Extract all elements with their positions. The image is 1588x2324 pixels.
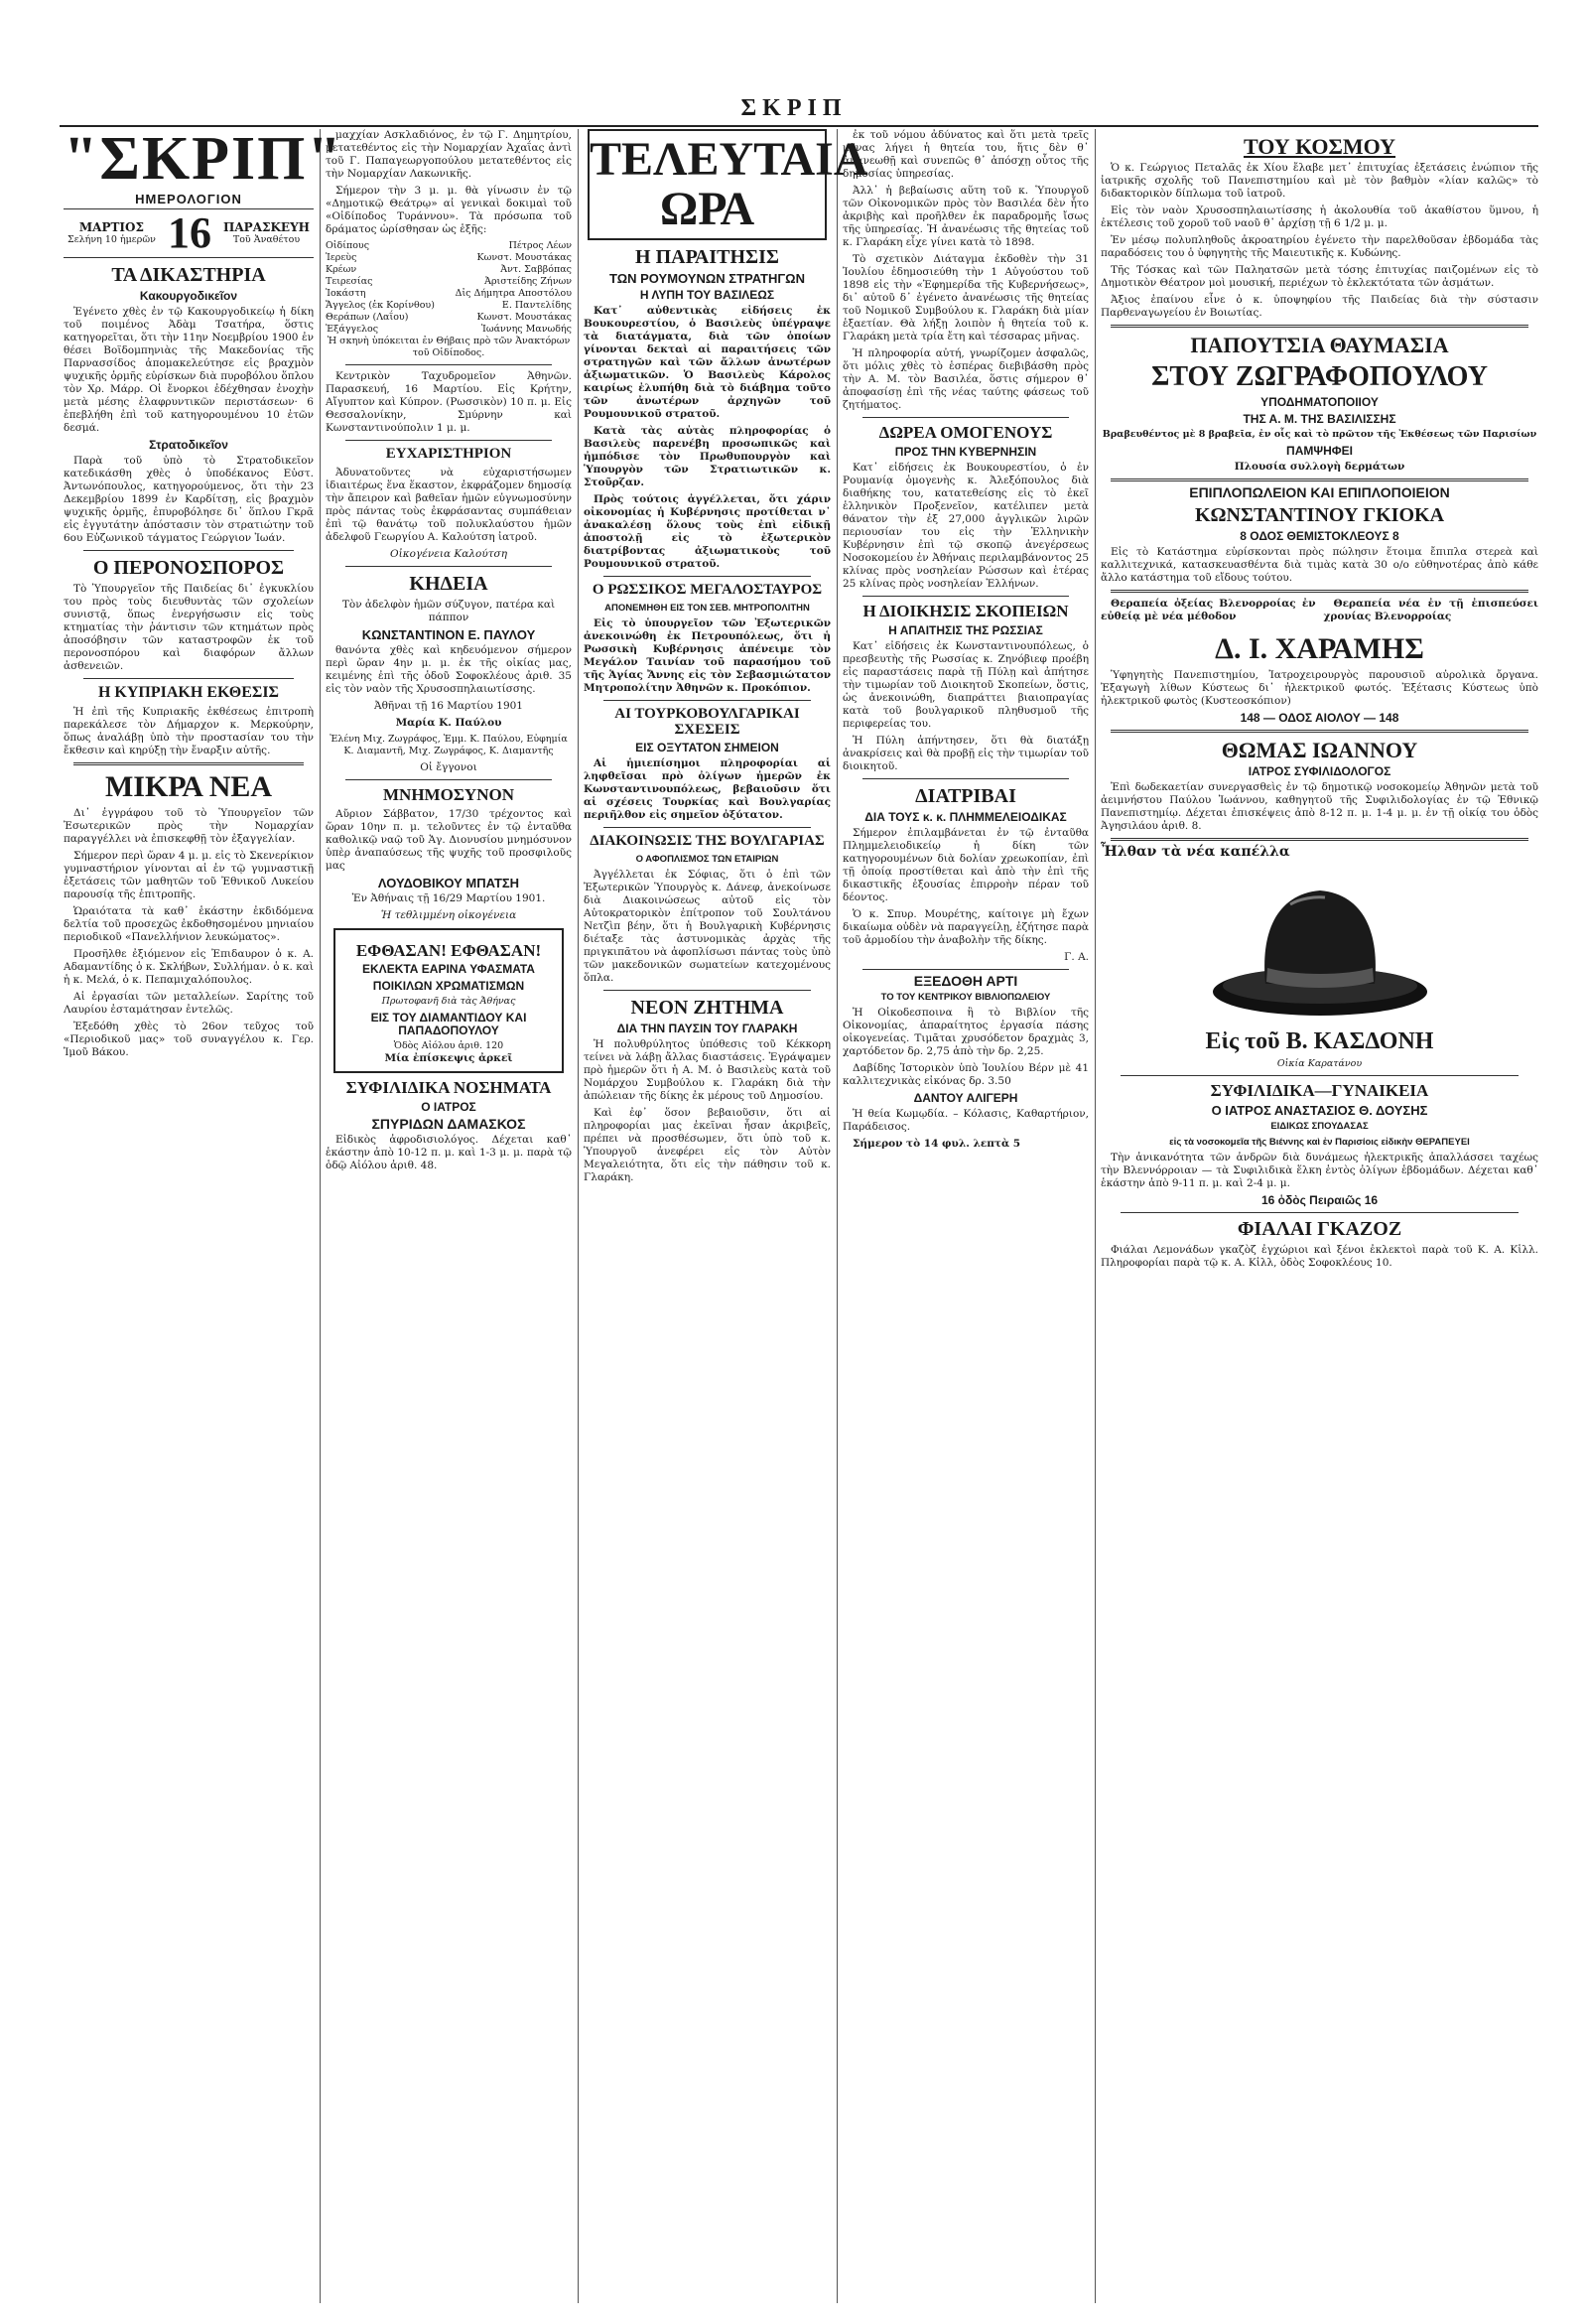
- date-line: [64, 208, 314, 258]
- criminal-court-text: Ἐγένετο χθὲς ἐν τῷ Κακουργοδικείῳ ἡ δίκη τοῦ ποιμένος Ἀδὰμ Τσατήρα, ὅστις κατηγορεῖται, ὅτι τὴν 11ην Νοεμβρίου 1900 ἐν θέσει Βοϊδομπηνιὰς τῆς Μακεδονίας τῆς Παρνασσίδος ἀπομακελεύτησε εἰς βραχμὸν ψυχικῆς ὁρμῆς εὑρίσκων διὰ πυροβόλου ὅπλου τὸν Χρ. Μάρρ. Οἱ ἔνορκοι ἐδέχθησαν ἐνοχὴν μετὰ μέσης ἐλαφρυντικῶν περιστάσεων· 6 ἐπεβλήθη ἐπὶ τοῦ κατηγορουμένου 10 ἐτῶν δεσμά.: [64, 306, 314, 434]
- intro-text: μαχχίαν Ασκλαδιόνος, ἐν τῷ Γ. Δημητρίου, μετατεθέντος εἰς τὴν Νομαρχίαν Ἀχαΐας ἀντὶ τοῦ Γ. Παπαγεωργοπούλου μετατεθέντος εἰς τὴν Νομαρχίαν Λακωνικῆς.: [326, 129, 572, 180]
- world-text: Ἀξιος ἐπαίνου εἶνε ὁ κ. ὑποψηφίου τῆς Παιδείας διὰ τὴν σύστασιν Παρθεναγωγείου ἐν Βοιωτίας.: [1101, 294, 1538, 320]
- world-text: Τῆς Τόσκας καὶ τῶν Παληατσῶν μετὰ τόσης ἐπιτυχίας παιζομένων εἰς τὸ Δημοτικὸν Θέατρον μοὶ μουσική, περιέχων τὸ ἐκλεκτότατα τῶν ἀσμάτων.: [1101, 264, 1538, 290]
- world-text: Ἐν μέσῳ πολυπληθοῦς ἀκροατηρίου ἐγένετο τὴν παρελθοῦσαν ἑβδομάδα τὰς παραδόσεις του ὁ ὑφηγητὴς τῆς Μαιευτικῆς κ. Κυδώνης.: [1101, 234, 1538, 260]
- divider: [1121, 1075, 1519, 1076]
- new-issue-heading: ΝΕΟΝ ΖΗΤΗΜΑ: [630, 997, 784, 1019]
- funeral-children: Ἐλένη Μιχ. Ζωγράφος, Ἐμμ. Κ. Παύλου, Εὐφημία Κ. Διαμαντῆ, Μιχ. Ζωγράφος, Κ. Διαμαντῆς: [330, 733, 568, 756]
- column-2: [326, 129, 572, 2303]
- small-news-heading: ΜΙΚΡΑ ΝΕΑ: [104, 769, 273, 803]
- cast-row: Ἱερεὺς Κωνστ. Μουστάκας: [326, 252, 572, 263]
- paper-title: "ΣΚΡΙΠ": [64, 125, 343, 193]
- syph-ad-address: 16 ὁδὸς Πειραιῶς 16: [1260, 1192, 1379, 1207]
- memorial-heading: ΜΝΗΜΟΣΥΝΟΝ: [383, 784, 514, 804]
- divider: [83, 678, 294, 679]
- top-masthead: ΣΚΡΙΠ: [740, 95, 848, 121]
- shoes-ad-line: ΤΗΣ Α. Μ. ΤΗΣ ΒΑΣΙΛΙΣΣΗΣ: [1243, 411, 1396, 426]
- syphilis-doctor-name: ΣΠΥΡΙΔΩΝ ΔΑΜΑΣΚΟΣ: [371, 1116, 526, 1133]
- furniture-ad-address: 8 ΟΔΟΣ ΘΕΜΙΣΤΟΚΛΕΟΥΣ 8: [1240, 528, 1399, 543]
- cast-row: Οἰδίπους Πέτρος Λέων: [326, 240, 572, 251]
- thanks-signature: Οἰκογένεια Καλούτση: [390, 547, 507, 560]
- funeral-grandchildren: Οἱ ἔγγονοι: [420, 760, 477, 773]
- column-separator: [1095, 129, 1096, 2303]
- new-issue-text: Ἡ πολυθρύλητος ὑπόθεσις τοῦ Κέκκορη τείνει νὰ λάβῃ ἄλλας διαστάσεις. Ἐγράψαμεν πρὸ ἡμερῶν ὅτι ἡ Α. Μ. ὁ Βασιλεὺς κατὰ τοῦ Νομάρχου Συμβούλου κ. Γλαράκη διὰ τὴν ἀπώλειαν τῆς δίκης ἐκ μέρους τοῦ Δημοσίου.: [584, 1038, 831, 1102]
- published-author: ΔΑΝΤΟΥ ΑΛΙΓΕΡΗ: [913, 1090, 1018, 1105]
- divider: [603, 576, 811, 577]
- military-court-subheading: Στρατοδικεῖον: [149, 438, 228, 452]
- calendar-label: ΗΜΕΡΟΛΟΓΙΟΝ: [135, 192, 242, 206]
- column-separator: [320, 129, 321, 2303]
- admin-subheading: Η ΑΠΑΙΤΗΣΙΣ ΤΗΣ ΡΩΣΣΙΑΣ: [888, 622, 1043, 637]
- patron-text: Εἰς τὸ ὑπουργεῖον τῶν Ἐξωτερικῶν ἀνεκοινώθη ἐκ Πετρουπόλεως, ὅτι ἡ Ρωσσικὴ Κυβέρνησις ἀπένειμε τὸν Μεγάλον Ταινίαν τοῦ παρασήμου τοῦ τῆς Ἁγίας Ἄννης εἰς τὸν Σεβασμιώτατον Μητροπολίτην Ἀθηνῶν κ. Προκόπιον.: [584, 616, 831, 694]
- new-issue-text: Καὶ ἐφ᾽ ὅσον βεβαιοῦσιν, ὅτι αἱ πληροφορίαι μας ἐκεῖναι ἦσαν ἀκριβεῖς, πρέπει νὰ προσθέσωμεν, ὅτι ὑπὸ τοῦ κ. Ὑπουργοῦ ἀνεφέρει εἰς τὸν Αὐτὸν Μεγαλειότητα, ὅτι εἰς τὴν πάθησιν τοῦ κ. Γλαράκη.: [584, 1107, 831, 1183]
- cast-row: Τειρεσίας Ἀριστείδης Ζήνων: [326, 276, 572, 287]
- syphilis-doctor-label: Ο ΙΑΤΡΟΣ: [421, 1100, 476, 1115]
- divider: [1111, 478, 1528, 481]
- last-hour-heading: ΤΕΛΕΥΤΑΙΑ ΩΡΑ: [588, 129, 827, 240]
- memorial-date: Ἐν Ἀθήναις τῇ 16/29 Μαρτίου 1901.: [351, 891, 546, 904]
- syph-ad-title: ΣΥΦΙΛΙΔΙΚΑ—ΓΥΝΑΙΚΕΙΑ: [1210, 1080, 1429, 1100]
- column-separator: [578, 129, 579, 2303]
- divider: [862, 969, 1069, 970]
- gift-heading: ΔΩΡΕΑ ΟΜΟΓΕΝΟΥΣ: [878, 423, 1053, 442]
- resign-heading: Η ΠΑΡΑΙΤΗΣΙΣ: [635, 246, 779, 268]
- scene-text: Ἡ σκηνὴ ὑπόκειται ἐν Θήβαις πρὸ τῶν Ἀνακτόρων τοῦ Οἰδίποδος.: [327, 336, 571, 358]
- doctor-ioannou-name: ΘΩΜΑΣ ΙΩΑΝΝΟΥ: [1221, 737, 1418, 762]
- bottles-ad-text: Φιάλαι Λεμονάδων γκαζὸζ ἐγχώριοι καὶ ξένοι ἐκλεκτοὶ παρὰ τοῦ Κ. Α. Κἱλλ. Πληροφορίαι παρὰ τῷ κ. Α. Κἱλλ, ὁδὸς Σοφοκλέους 10.: [1101, 1243, 1538, 1269]
- turk-text: Αἱ ἡμιεπίσημοι πληροφορίαι αἱ ληφθεῖσαι πρὸ ὀλίγων ἡμερῶν ἐκ Κωνσταντινουπόλεως, βεβαιοῦσιν ὅτι αἱ σχέσεις Τουρκίας καὶ Βουλγαρίας περιῆλθον εἰς σημεῖον ὀξύτατον.: [584, 757, 831, 822]
- shoes-ad-line: ΥΠΟΔΗΜΑΤΟΠΟΙΙΟΥ: [1260, 394, 1379, 409]
- divider: [1111, 838, 1528, 841]
- telegraph-text: Κεντρικὸν Ταχυδρομεῖον Ἀθηνῶν. Παρασκευή, 16 Μαρτίου. Εἰς Κρήτην, Αἴγυπτον καὶ Κύπρον. (Ρωσσικὸν) 10 π. μ. Εἰς Θεσσαλονίκην, Σμύρνην καὶ Κωνσταντινούπολιν 1 μ. μ.: [326, 370, 572, 434]
- funeral-heading: ΚΗΔΕΙΑ: [409, 572, 488, 595]
- cyprus-text: Ἡ ἐπὶ τῆς Κυπριακῆς ἐκθέσεως ἐπιτροπὴ παρεκάλεσε τὸν Δήμαρχον κ. Μερκούρην, ὅπως ἀναλάβῃ ὑπὸ τὴν προστασίαν του τὴν ἔκθεσιν καὶ κηρύξῃ τὴν ἔναρξιν αὐτῆς.: [64, 705, 314, 756]
- resign-subheading-2: Η ΛΥΠΗ ΤΟΥ ΒΑΣΙΛΕΩΣ: [639, 288, 775, 302]
- funeral-wife: Μαρία Κ. Παύλου: [395, 716, 502, 729]
- published-subheading: ΤΟ ΤΟΥ ΚΕΝΤΡΙΚΟΥ ΒΙΒΛΙΟΠΩΛΕΙΟΥ: [880, 991, 1051, 1003]
- syph-ad-line: εἰς τὰ νοσοκομεῖα τῆς Βιέννης καὶ ἐν Παρισίοις εἰδικὴν ΘΕΡΑΠΕΥΕΙ: [1169, 1136, 1470, 1148]
- published-text: Ἡ Οἰκοδεσποινα ἢ τὸ Βιβλίον τῆς Οἰκονομίας, ἀπαραίτητος ἐργασία πάσης οἰκογενείας. Τιμᾶται χρυσόδετον δραχμὰς 3, χαρτόδετον δρ. 2,75 ἀπὸ τὴν δρ. 2,25.: [843, 1006, 1089, 1057]
- news-item: Δι᾽ ἐγγράφου τοῦ τὸ Ὑπουργεῖον τῶν Ἐσωτερικῶν πρὸς τὴν Νομαρχίαν παραγγέλλει νὰ ἐπισκεφθῇ τὸν ἐξαγγελίαν.: [64, 806, 314, 845]
- peronospora-heading: Ο ΠΕΡΟΝΟΣΠΟΡΟΣ: [92, 557, 285, 579]
- divider: [603, 827, 811, 828]
- syphilis-text: Εἰδικὸς ἀφροδισιολόγος. Δέχεται καθ᾽ ἑκάστην ἀπὸ 10-12 π. μ. καὶ 1-3 μ. μ. παρὰ τῷ ὁδῷ Αἰόλου ἀριθ. 48.: [326, 1134, 572, 1172]
- shoes-advertisement: [1101, 334, 1538, 473]
- fabric-ad-shop: ΕΙΣ ΤΟΥ ΔΙΑΜΑΝΤΙΔΟΥ ΚΑΙ ΠΑΠΑΔΟΠΟΥΛΟΥ: [370, 1011, 527, 1038]
- news-item: Ὡραιότατα τὰ καθ᾽ ἑκάστην ἐκδιδόμενα δελτία τοῦ προσεχῶς ἐκδοθησομένου μηνιαίου περιοδικοῦ «Πανελλήνιον λευκώματος».: [64, 904, 314, 943]
- news-item: Αἱ ἐργασίαι τῶν μεταλλείων. Σαρίτης τοῦ Λαυρίου ἐσταμάτησαν ἐντελῶς.: [64, 990, 314, 1016]
- bulgaria-text: Ἀγγέλλεται ἐκ Σόφιας, ὅτι ὁ ἐπὶ τῶν Ἐξωτερικῶν Ὑπουργὸς κ. Δάνεφ, ἀνεκοίνωσε διὰ Διακοινώσεως αὐτοῦ εἰς τὸν Αὐτοκρατορικὸν ἐπίτροπον τοῦ Σουλτάνου Νετζὶπ βέην, ὅτι ἡ Βουλγαρικὴ Κυβέρνησις διέταξε τὰς ἀστυνομικὰς ἀρχὰς τῆς πριγκιπᾶτου νὰ ἀφοπλίσωσι πάντας τοὺς ὑπὸ τῶν μακεδονικῶν σωματείων κατεχομένους ὅπλα.: [584, 869, 831, 984]
- diatribai-signature: Γ. Α.: [1064, 950, 1089, 963]
- turk-heading: ΑΙ ΤΟΥΡΚΟΒΟΥΛΓΑΡΙΚΑΙ ΣΧΕΣΕΙΣ: [614, 705, 800, 738]
- admin-heading: Η ΔΙΟΙΚΗΣΙΣ ΣΚΟΠΕΙΩΝ: [862, 601, 1069, 620]
- world-text: Εἰς τὸν ναὸν Χρυσοσπηλαιωτίσσης ἡ ἀκολουθία τοῦ ἀκαθίστου ὕμνου, ἡ ἐκτέλεσις τοῦ χοροῦ τοῦ ναοῦ θ᾽ ἀρχίσῃ τῇ 6 1/2 μ. μ.: [1101, 205, 1538, 230]
- hat-ad-headline: Ἦλθαν τὰ νέα καπέλλα: [1101, 843, 1290, 860]
- shoes-ad-awards: Βραβευθέντος μὲ 8 βραβεῖα, ἐν οἷς καὶ τὸ πρῶτον τῆς Ἐκθέσεως τῶν Παρισίων: [1102, 428, 1537, 440]
- divider: [862, 778, 1069, 779]
- shoes-ad-shop: ΣΤΟΥ ΖΩΓΡΑΦΟΠΟΥΛΟΥ: [1151, 361, 1488, 393]
- bottles-ad-title: ΦΙΑΛΑΙ ΓΚΑΖΟΖ: [1237, 1217, 1402, 1240]
- divider: [862, 596, 1069, 597]
- cast-row: Ἄγγελος (ἐκ Κορίνθου) Ε. Παντελίδης: [326, 300, 572, 311]
- saint-line: Τοῦ Ἀναθέτου: [232, 233, 301, 245]
- funeral-text: θανόντα χθὲς καὶ κηδευόμενον σήμερον περὶ ὥραν 4ην μ. μ. ἐκ τῆς οἰκίας μας, κειμένης ἐπὶ τῆς ὁδοῦ Σοφοκλέους ἀριθ. 35 εἰς τὸν ναὸν τῆς Χρυσοσπηλαιωτίσσης.: [326, 643, 572, 695]
- continued-text: Ἡ πληροφορία αὐτή, γνωρίζομεν ἀσφαλῶς, ὅτι μόλις χθὲς τὸ ἑσπέρας διεβιβάσθη πρὸς τὴν Α. Μ. τὸν Βασιλέα, ὅστις σήμερον θ᾽ ἀποφασίσῃ ἐπὶ τῆς νέας ταύτης φάσεως τοῦ ζητήματος.: [843, 347, 1089, 411]
- diatribai-heading: ΔΙΑΤΡΙΒΑΙ: [915, 784, 1016, 807]
- fabric-ad-line: ΠΟΙΚΙΛΩΝ ΧΡΩΜΑΤΙΣΜΩΝ: [372, 979, 525, 994]
- diatribai-subheading: ΔΙΑ ΤΟΥΣ κ. κ. ΠΛΗΜΜΕΛΕΙΟΔΙΚΑΣ: [864, 809, 1067, 824]
- admin-text: Κατ᾽ εἰδήσεις ἐκ Κωνσταντινουπόλεως, ὁ πρεσβευτὴς τῆς Ρωσσίας κ. Ζηνόβιεφ προέβη εἰς παραστάσεις παρὰ τῇ Πύλῃ καὶ ἀπήτησε τὴν τιμωρίαν τοῦ Διοικητοῦ Σκοπείων, ὅστις, ὡς ἀνεκοινώθη, διαπράττει βιαιοπραγίας κατὰ τοῦ βουλγαρικοῦ πληθυσμοῦ τῆς περιφερείας του.: [843, 639, 1089, 730]
- divider: [345, 440, 552, 441]
- cast-row: Θεράπων (Λαΐου) Κωνστ. Μουστάκας: [326, 312, 572, 323]
- cast-row: Ἐξάγγελος Ἰωάννης Μανωδής: [326, 324, 572, 335]
- syph-ad-doctor: Ο ΙΑΤΡΟΣ ΑΝΑΣΤΑΣΙΟΣ Θ. ΔΟΥΣΗΣ: [1211, 1102, 1428, 1118]
- diatribai-text: Ὁ κ. Σπυρ. Μουρέτης, καίτοιγε μὴ ἔχων δικαίωμα οὐδὲν νὰ παραγγείλῃ, ἐζήτησε παρὰ τοῦ ἁρμοδίου τὴν ἀναβολὴν τῆς δίκης.: [843, 907, 1089, 946]
- news-item: Προσῆλθε ἐξιόμενον εἰς Ἐπιδαυρον ὁ κ. Α. Αδαμαντίδης ὁ κ. Σκλήβων, Συλλήμαν. ὁ κ. καὶ ἡ κ. Μελά, ὁ κ. Πεπαμιχαλόπουλος.: [64, 947, 314, 986]
- divider: [1111, 590, 1528, 593]
- published-text: Δαβίδης Ἱστορικὸν ὑπὸ Ἰουλίου Βέρν μὲ 41 καλλιτεχνικὰς εἰκόνας δρ. 3.50: [843, 1061, 1089, 1087]
- military-court-text: Παρὰ τοῦ ὑπὸ τὸ Στρατοδικεῖον κατεδικάσθη χθὲς ὁ ὑποδέκανος Εὐστ. Ἀντωνόπουλος, κατηγορούμενος, ὅτι τὴν 23 Δεκεμβρίου 1899 ἐν Καρδίτσῃ, εἰς βραχμὸν ψυχικῆς ὁρμῆς, ἐπυροβόλησε δι᾽ ὅπλου Γκρᾶ εἰς ἐγγυτάτην ἀπόστασιν τὸν στρατιώτην τοῦ 6ου Εὐζωνικοῦ τάγματος Γεώργιον Ἰωάν.: [64, 455, 314, 544]
- cast-list: [326, 240, 572, 336]
- funeral-date: Ἀθῆναι τῇ 16 Μαρτίου 1901: [374, 699, 523, 712]
- eye-ad-text: Θεραπεία ὀξείας Βλενορροίας ἐν εὐθείᾳ μὲ νέα μέθοδον: [1101, 597, 1316, 622]
- patron-subheading: ΑΠΟΝΕΜΗΘΗ ΕΙΣ ΤΟΝ ΣΕΒ. ΜΗΤΡΟΠΟΛΙΤΗΝ: [604, 602, 810, 614]
- furniture-text: Εἰς τὸ Κατάστημα εὑρίσκονται πρὸς πώλησιν ἕτοιμα ἔπιπλα στερεὰ καὶ καλλιτεχνικά, κατασκευασθέντα διὰ τιμὰς κατὰ 30 ο/ο εὐθηνοτέρας ἀπὸ κάθε ἄλλο κατάστημα τοῦ εἴδους τούτου.: [1101, 545, 1538, 584]
- funeral-name: ΚΩΝΣΤΑΝΤΙΝΟΝ Ε. ΠΑΥΛΟΥ: [361, 626, 536, 642]
- memorial-signature: Ἡ τεθλιμμένη οἰκογένεια: [380, 908, 517, 921]
- hat-ad-shop: Εἰς τοῦ Β. ΚΑΣΔΟΝΗ: [1205, 1027, 1434, 1054]
- divider: [83, 550, 294, 551]
- syph-ad-text: Τὴν ἀνικανότητα τῶν ἀνδρῶν διὰ δυνάμεως ἠλεκτρικῆς ἀπαλλάσσει ταχέως τὴν Βλεννόρροιαν — τὰ Συφιλιδικὰ ἕλκη ἐντὸς ὀλίγων ἑβδομάδων. Δέχεται καθ᾽ ἑκάστην ἀπὸ 9-11 π. μ. καὶ 2-4 μ. μ.: [1101, 1151, 1538, 1189]
- syph-ad-line: ΕΙΔΙΚΩΣ ΣΠΟΥΔΑΣΑΣ: [1270, 1120, 1369, 1132]
- diatribai-text: Σήμερον ἐπιλαμβάνεται ἐν τῷ ἐνταῦθα Πλημμελειοδικείῳ ἡ δίκη τῶν κατηγορουμένων διὰ δολίαν χρεωκοπίαν, ἐπὶ τῇ ὁποίᾳ προστίθεται καὶ ἀπὸ τὴν ἐπὶ τῆς δικαστικῆς ἐξουσίας ἐπιρροὴν πέραν τοῦ δέοντος.: [843, 826, 1089, 903]
- fabric-ad-line: ΕΚΛΕΚΤΑ ΕΑΡΙΝΑ ΥΦΑΣΜΑΤΑ: [362, 962, 535, 977]
- furniture-ad-title: ΕΠΙΠΛΟΠΩΛΕΙΟΝ ΚΑΙ ΕΠΙΠΛΟΠΟΙΕΙΟΝ: [1189, 483, 1450, 500]
- shoes-ad-title: ΠΑΠΟΥΤΣΙΑ ΘΑΥΜΑΣΙΑ: [1190, 333, 1449, 358]
- column-5: [1101, 129, 1538, 2303]
- turk-subheading: ΕΙΣ ΟΞΥΤΑΤΟΝ ΣΗΜΕΙΟΝ: [635, 741, 779, 755]
- fabric-ad-address: Ὁδὸς Αἰόλου ἀριθ. 120: [393, 1040, 504, 1052]
- weekday-label: ΠΑΡΑΣΚΕΥΗ: [223, 219, 310, 234]
- divider: [1111, 325, 1528, 328]
- doctor-ioannou-text: Ἐπὶ δωδεκαετίαν συνεργασθεὶς ἐν τῷ δημοτικῷ νοσοκομείῳ Ἀθηνῶν μετὰ τοῦ ἀειμνήστου Παύλου Ἰωάννου, καθηγητοῦ τῆς Συφιλιδολογίας ἐν τῷ Ἐθνικῷ Πανεπιστημίῳ. Δέχεται ἐπισκέψεις ἀπὸ 8-12 π. μ. 1-4 μ. μ. ἐν τῇ οἰκίᾳ του ὁδὸς Ἀγησιλάου ἀριθ. 8.: [1101, 780, 1538, 832]
- doctor-ioannou-title: ΙΑΤΡΟΣ ΣΥΦΙΛΙΔΟΛΟΓΟΣ: [1248, 763, 1391, 778]
- gift-subheading: ΠΡΟΣ ΤΗΝ ΚΥΒΕΡΝΗΣΙΝ: [894, 444, 1037, 459]
- divider: [345, 566, 552, 567]
- courts-heading: ΤΑ ΔΙΚΑΣΤΗΡΙΑ: [111, 264, 266, 286]
- thanks-text: Ἀδυνατοῦντες νὰ εὐχαριστήσωμεν ἰδιαιτέρως ἕνα ἕκαστον, ἐκφράζομεν δημοσίᾳ τὴν ἄπειρον καὶ βαθεῖαν ἡμῶν εὐγνωμοσύνην πρὸς πάντας τοὺς ἐκφράσαντας συμπάθειαν ἐπὶ τῷ θανάτῳ τοῦ πολυκλαύστου ἡμῶν ἀδελφοῦ Γεωργίου Α. Καλούτση ἰατροῦ.: [326, 466, 572, 543]
- patron-heading: Ο ΡΩΣΣΙΚΟΣ ΜΕΓΑΛΟΣΤΑΥΡΟΣ: [592, 582, 823, 598]
- divider: [603, 990, 811, 991]
- continued-text: Τὸ σχετικὸν Διάταγμα ἐκδοθὲν τὴν 31 Ἰουλίου ἐδημοσιεύθη τὴν 1 Αὐγούστου τοῦ 1898 εἰς τὴν «Ἐφημερίδα τῆς Κυβερνήσεως», δι᾽ αὐτοῦ δ᾽ ἐγένετο ἀνανέωσις τῆς θητείας τοῦ Νομικοῦ Συμβούλου κ. Γλαράκη διὰ μίαν ἑξαετίαν. Θὰ λήξῃ λοιπὸν ἡ θητεία τοῦ κ. Γλαράκη μετὰ τρία ἔτη καὶ τέσσαρας μῆνας.: [843, 253, 1089, 342]
- month-label: ΜΑΡΤΙΟΣ: [78, 219, 144, 234]
- syphilis-heading: ΣΥΦΙΛΙΔΙΚΑ ΝΟΣΗΜΑΤΑ: [345, 1078, 552, 1098]
- column-3: [584, 129, 868, 2303]
- divider: [603, 700, 811, 701]
- doctor-charamis-address: 148 — ΟΔΟΣ ΑΙΟΛΟΥ — 148: [1240, 710, 1399, 725]
- hat-illustration: [1206, 865, 1434, 1024]
- doctor-charamis-name: Δ. Ι. ΧΑΡΑΜΗΣ: [1215, 631, 1424, 665]
- news-item: Ἐξεδόθη χθὲς τὸ 26ον τεῦχος τοῦ «Περιοδικοῦ μας» τοῦ συναγγέλου κ. Γερ. Ἱμοῦ Βάκου.: [64, 1020, 314, 1058]
- divider: [73, 762, 304, 765]
- divider: [345, 779, 552, 780]
- memorial-text: Αὔριον Σάββατον, 17/30 τρέχοντος καὶ ὥραν 10ην π. μ. τελοῦντες ἐν τῷ ἐνταῦθα καθολικῷ ναῷ τοῦ Ἁγ. Διονυσίου μνημόσυνον ὑπὲρ ἀναπαύσεως τῆς ψυχῆς τοῦ προσφιλοῦς μας: [326, 807, 572, 872]
- continued-text: Ἀλλ᾽ ἡ βεβαίωσις αὕτη τοῦ κ. Ὑπουργοῦ τῶν Οἰκονομικῶν πρὸς τὸν Βασιλέα δὲν ἦτο ἀκριβὴς καὶ προῆλθεν ἐκ παραδρομῆς ἴσως τῆς ὑπηρεσίας. Ἡ ἀνανέωσις τῆς θητείας τοῦ κ. Γλαράκη εἶχε γίνει κατὰ τὸ 1898.: [843, 185, 1089, 248]
- column-4: [843, 129, 1089, 2303]
- eye-ads: [1101, 598, 1538, 627]
- world-text: Ὁ κ. Γεώργιος Πεταλᾶς ἐκ Χίου ἔλαβε μετ᾽ ἐπιτυχίας ἐξετάσεις ἐνώπιον τῆς ἰατρικῆς σχολῆς τοῦ Πανεπιστημίου καὶ μὲ τὸν βαθμὸν «λίαν καλῶς» τὸ διδακτορικὸν δίπλωμα τοῦ ἰατροῦ.: [1101, 162, 1538, 201]
- column-1: [64, 125, 343, 2303]
- furniture-ad-name: ΚΩΝΣΤΑΝΤΙΝΟΥ ΓΚΙΟΚΑ: [1194, 503, 1445, 526]
- day-number: 16: [167, 208, 211, 257]
- eye-ad-text: Θεραπεία νέα ἐν τῇ ἐπισπεύσει χρονίας Βλενορροίας: [1323, 597, 1538, 622]
- theatre-text: Σήμερον τὴν 3 μ. μ. θὰ γίνωσιν ἐν τῷ «Δημοτικῷ Θεάτρῳ» αἱ γενικαὶ δοκιμαὶ τοῦ «Οἰδίποδος Τυράννου». Τὰ πρόσωπα τοῦ δράματος ὡρίσθησαν ὡς ἑξῆς:: [326, 185, 572, 235]
- resign-text: Πρὸς τούτοις ἀγγέλλεται, ὅτι χάριν οἰκονομίας ἡ Κυβέρνησις προτίθεται ν᾽ ἀνακαλέσῃ ὅλους τοὺς ἐπὶ εἰδικῇ ἀποστολῇ εἰς τὸ ἐξωτερικὸν διατρίβοντας ἀξιωματικοὺς τοῦ Ρουμουνικοῦ στρατοῦ.: [584, 493, 831, 570]
- published-text: Ἡ θεία Κωμῳδία. – Κόλασις, Καθαρτήριον, Παράδεισος.: [843, 1107, 1089, 1133]
- hat-ad-address: Οἰκία Καρατάνου: [1276, 1057, 1363, 1069]
- criminal-court-subheading: Κακουργοδικεῖον: [139, 289, 238, 303]
- news-item: Σήμερον περὶ ὥραν 4 μ. μ. εἰς τὸ Σκενερίκιον γυμναστήριον γίνονται αἱ ἐν τῷ γυμναστικῇ ἐξετάσεις τῶν μαθητῶν τοῦ Ἐθνικοῦ Λυκείου παρουσίᾳ τῆς ἐπιτροπῆς.: [64, 849, 314, 900]
- cast-row: Ἰοκάστη Δἰς Δήμητρα Αποστόλου: [326, 288, 572, 299]
- cast-row: Κρέων Ἀντ. Σαββόπας: [326, 264, 572, 275]
- bulgaria-heading: ΔΙΑΚΟΙΝΩΣΙΣ ΤΗΣ ΒΟΥΛΓΑΡΙΑΣ: [590, 833, 825, 850]
- divider: [862, 417, 1069, 418]
- peronospora-text: Τὸ Ὑπουργεῖον τῆς Παιδείας δι᾽ ἐγκυκλίου του πρὸς τοὺς διευθυντὰς τῶν σχολείων συνιστᾷ, ὅπως ἐνεργήσωσιν εἰς τοὺς κτηματίας τὴν ῥάντισιν τῶν κτημάτων πρὸς ἀποσόβησιν τῶν καταστροφῶν ἐκ τοῦ περονοσπόρου καὶ διαφόρων ἄλλων ἀσθενειῶν.: [64, 583, 314, 672]
- fabric-ad-tagline: Μία ἐπίσκεψις ἀρκεῖ: [384, 1052, 513, 1065]
- new-issue-subheading: ΔΙΑ ΤΗΝ ΠΑΥΣΙΝ ΤΟΥ ΓΛΑΡΑΚΗ: [616, 1022, 798, 1035]
- published-heading: ΕΞΕΔΟΘΗ ΑΡΤΙ: [913, 972, 1018, 989]
- resign-text: Κατὰ τὰς αὐτὰς πληροφορίας ὁ Βασιλεὺς παρενέβη προσωπικῶς καὶ ἠμπόδισε τὸν Πρωθυπουργὸν καὶ Ὑπουργὸν τῶν Στρατιωτικῶν κ. Στοῦρζαν.: [584, 425, 831, 488]
- memorial-name: ΛΟΥΔΟΒΙΚΟΥ ΜΠΑΤΣΗ: [377, 875, 520, 890]
- shoes-ad-line: Πλουσία συλλογὴ δερμάτων: [1234, 460, 1405, 473]
- resign-text: Κατ᾽ αὐθεντικὰς εἰδήσεις ἐκ Βουκουρεστίου, ὁ Βασιλεὺς ὑπέγραψε τὰ διατάγματα, διὰ τῶν ὁποίων γίνονται δεκταὶ αἱ παραιτήσεις τῶν στρατηγῶν καὶ τῶν ἄλλων ἀνωτέρων ἀξιωματικῶν. Ὁ Βασιλεὺς Κάρολος καιρίως ἐλυπήθη διὰ τὸ διάβημα τοῦτο τῶν ἀνωτέρων ἀρχηγῶν τοῦ Ρουμουνικοῦ στρατοῦ.: [584, 305, 831, 420]
- moon-line: Σελήνη 10 ἡμερῶν: [67, 233, 156, 245]
- continued-text: ἐκ τοῦ νόμου ἀδύνατος καὶ ὅτι μετὰ τρεῖς μῆνας λήγει ἡ θητεία του, ἥτις δὲν θ᾽ ἀνανεωθῇ καὶ συνεπῶς θ᾽ ἀπόσχῃ οὗτος τῆς δημοσίας ὑπηρεσίας.: [843, 129, 1089, 180]
- thanks-heading: ΕΥΧΑΡΙΣΤΗΡΙΟΝ: [385, 446, 512, 462]
- divider: [1121, 1212, 1519, 1213]
- bulgaria-subheading: Ο ΑΦΟΠΛΙΣΜΟΣ ΤΩΝ ΕΤΑΙΡΙΩΝ: [635, 854, 779, 865]
- fabric-ad-line: Πρωτοφανῆ διὰ τὰς Ἀθήνας: [381, 996, 516, 1008]
- fabric-advertisement: [333, 928, 564, 1074]
- admin-text: Ἡ Πύλη ἀπήντησεν, ὅτι θὰ διατάξῃ ἀνακρίσεις καὶ θὰ προβῇ εἰς τὴν τιμωρίαν τοῦ διοικητοῦ.: [843, 734, 1089, 772]
- furniture-advertisement: [1101, 483, 1538, 543]
- fabric-ad-title: ΕΦΘΑΣΑΝ! ΕΦΘΑΣΑΝ!: [355, 940, 542, 960]
- shoes-ad-line: ΠΑΜΨΗΦΕΙ: [1286, 443, 1353, 458]
- divider: [1111, 730, 1528, 733]
- resign-subheading: ΤΩΝ ΡΟΥΜΟΥΝΩΝ ΣΤΡΑΤΗΓΩΝ: [609, 271, 805, 286]
- published-text: Σήμερον τὸ 14 φυλ. λεπτὰ 5: [853, 1137, 1021, 1150]
- funeral-intro: Τὸν ἀδελφὸν ἡμῶν σύζυγον, πατέρα καὶ πάππον: [341, 598, 556, 623]
- cyprus-heading: Η ΚΥΠΡΙΑΚΗ ΕΚΘΕΣΙΣ: [97, 684, 280, 701]
- column-separator: [837, 129, 838, 2303]
- gift-text: Κατ᾽ εἰδήσεις ἐκ Βουκουρεστίου, ὁ ἐν Ρουμανίᾳ ὁμογενὴς κ. Ἀλεξόπουλος διὰ διαθήκης του, κατατεθείσης εἰς τὸ ἐκεῖ ἑλληνικὸν Προξενεῖον, κατέλιπεν μετὰ θάνατον τὴν ἐξ 27,000 ἀγγλικῶν λιρῶν περιουσίαν του εἰς τὴν Ἑλληνικὴν Κυβέρνησιν ἐπὶ τῷ σκοπῷ ἀνεγέρσεως Νοσοκομείου ἐν Ἀθήναις περιλαμβάνοντος 25 κλίνας πρὸς νοσηλείαν Ρώσσων καὶ ἑτέρας 25 κλίνας πρὸς νοσηλείαν Ἑλλήνων.: [843, 461, 1089, 590]
- world-heading: ΤΟΥ ΚΟΣΜΟΥ: [1243, 134, 1396, 159]
- doctor-charamis-text: Ὑφηγητὴς Πανεπιστημίου, Ἰατροχειρουργὸς παρουσιοῦ αὐρολικὰ ὄργανα. Ἐξαγωγὴ λίθων Κύστεως δι᾽ ἠλεκτρικοῦ φωτός. Ἐξέτασις Κύστεως ὑπὸ ἠλεκτρικοῦ φωτὸς (Κυστεοσκόπιον): [1101, 668, 1538, 707]
- divider: [345, 364, 552, 365]
